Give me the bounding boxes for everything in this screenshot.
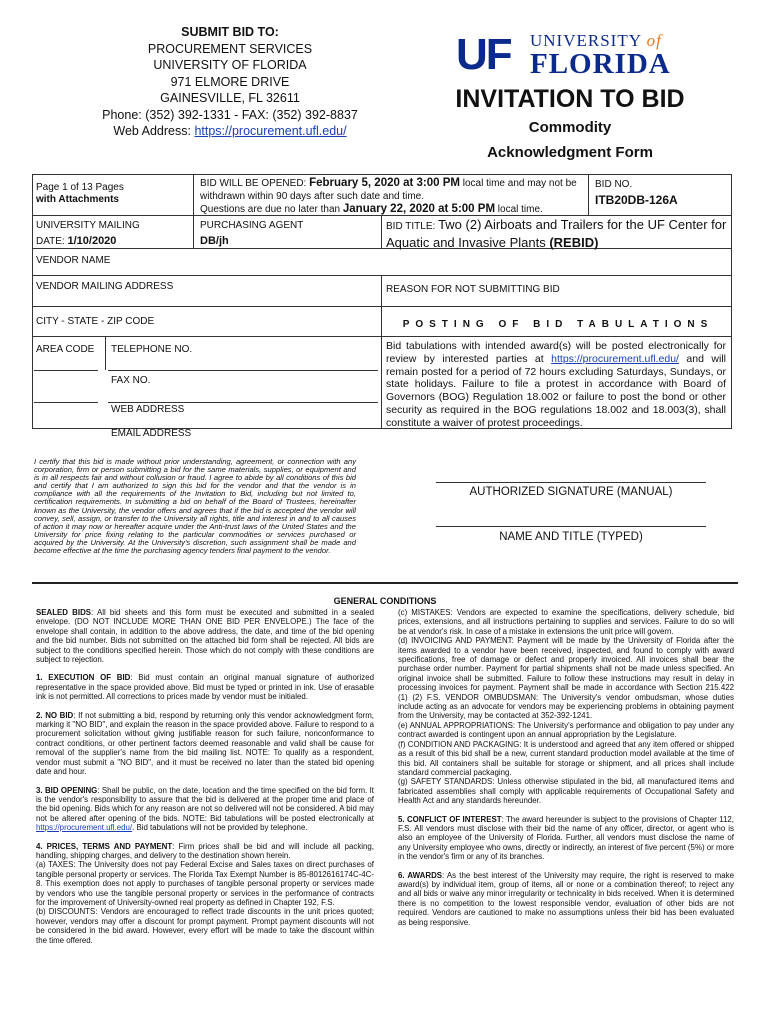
- tabulations-link[interactable]: https://procurement.ufl.edu/: [551, 352, 679, 365]
- uf-logo-mark: UF: [456, 30, 511, 79]
- certification-statement: I certify that this bid is made without prior understanding, agreement, or connection with any corporation, firm or person submitting a bid for the same materials, supplies, or equipment and is in all respects fair and without collusion or fraud. I agree to abide by all conditions of this bid and certify that I am authorized to sign this bid for the vendor and that the vendor is in compliance with all the requirements of the Invitation to Bid, including but not limited to, certification requirements. In submitting a bid on behalf of the Board of Trustees, hereinafter known as the University, the vendor offers and agrees that if the bid is accepted the vendor will convey, sell, assign, or transfer to the University all rights, title and interest in and to all causes of action it may now or hereafter acquire under the Anti-trust laws of the United States and the University for price fixing relating to the particular commodities or services purchased or acquired by the University. At the University's discretion, such assignment shall be made and become effective at the time the purchasing agency tenders final payment to the vendor.: [34, 457, 356, 556]
- name-title-label: NAME AND TITLE (TYPED): [499, 531, 643, 543]
- uf-logo-university: UNIVERSITY of: [530, 31, 662, 50]
- name-title-line[interactable]: [436, 526, 706, 527]
- phone-fax: Phone: (352) 392-1331 - FAX: (352) 392-8837: [102, 107, 358, 122]
- page-title: INVITATION TO BID: [455, 85, 685, 113]
- uf-logo-florida: FLORIDA: [530, 48, 671, 80]
- submit-address-block: [60, 24, 400, 140]
- bid-title: BID TITLE: Two (2) Airboats and Trailers for the UF Center for Aquatic and Invasive Plants (REBID): [386, 217, 727, 250]
- mailing-date: UNIVERSITY MAILING DATE: 1/10/2020: [36, 220, 140, 247]
- posting-tabulations-text: Bid tabulations with intended award(s) will be posted electronically for review by interested parties at https://procurement.ufl.edu/ and will remain posted for a period of 72 hours excluding Saturdays, Sundays, or state holidays. Failure to file a protest in accordance with Board of Governors (BOG) Regulation 18.002 or failure to post the bond or other security as required in the BOG regulations 18.002 and 18.003(3), shall constitute a waiver of protest proceedings.: [386, 340, 726, 429]
- web-address-label: WEB ADDRESS: [111, 404, 185, 415]
- university-name: UNIVERSITY OF FLORIDA: [153, 58, 307, 72]
- reason-not-submitting-label: REASON FOR NOT SUBMITTING BID: [386, 284, 560, 295]
- bid-form-grid: [32, 174, 732, 454]
- procurement-link[interactable]: https://procurement.ufl.edu/: [194, 124, 347, 138]
- area-code-label: AREA CODE: [36, 344, 95, 355]
- bid-number: BID NO. ITB20DB-126A: [595, 179, 678, 207]
- gc-tabulations-link[interactable]: https://procurement.ufl.edu/: [36, 823, 133, 833]
- subtitle-ack-form: Acknowledgment Form: [487, 144, 653, 161]
- web-address: Web Address: https://procurement.ufl.edu/: [113, 124, 347, 138]
- dept-name: PROCUREMENT SERVICES: [147, 41, 313, 56]
- email-address-label: EMAIL ADDRESS: [111, 428, 192, 439]
- bid-opening-info: BID WILL BE OPENED: February 5, 2020 at 3:00 PM local time and may not be withdrawn within 90 days after such date and time. Questions are due no later than January 22, 2020 at 5:00 PM local time.: [200, 177, 577, 215]
- telephone-label: TELEPHONE NO.: [111, 344, 193, 355]
- vendor-mailing-label: VENDOR MAILING ADDRESS: [36, 281, 174, 292]
- street-address: 971 ELMORE DRIVE: [170, 74, 290, 89]
- signature-manual-label: AUTHORIZED SIGNATURE (MANUAL): [469, 486, 673, 498]
- section-divider: [32, 582, 738, 584]
- general-conditions-left-column: SEALED BIDS: All bid sheets and this form must be executed and submitted in a sealed envelope. (DO NOT INCLUDE MORE THAN ONE BID PER ENVELOPE.) The face of the envelope shall contain, in addition to the above address, the date, and time of the bid opening and the bid number. Bids not submitted on the attached bid form shall be rejected. All bids are subject to the conditions specified herein. Those which do not comply with these conditions are subject to rejection. 1. EXECUTION OF BID: Bid must contain an original manual signature of authorized representative in the space provided above. Bid must be typed or printed in ink. Use of erasable ink is not permitted. All corrections to prices made by vendor must be initialed. 2. NO BID: If not submitting a bid, respond by returning only this vendor acknowledgment form, marking it "NO BID", and explain the reason in the space provided above. Failure to respond to a procurement solicitation without giving justifiable reason for such failure, nonconformance to contract conditions, or other pertinent factors deemed reasonable and valid shall be cause for removal of the supplier's name from the bid mailing list. NOTE: To qualify as a respondent, vendor must submit a "NO BID", and it must be received no later than the stated bid opening date and hour. 3. BID OPENING: Shall be public, on the date, location and the time specified on the bid form. It is the vendor's responsibility to assure that the bid is delivered at the proper time and place of the bid opening. Bids which for any reason are not so delivered will not be considered. A bid may not be altered after opening of the bids. NOTE: Bid tabulations will be posted electronically at https://procurement.ufl.edu/. Bid tabulations will not be provided by telephone. 4. PRICES, TERMS AND PAYMENT: Firm prices shall be bid and will include all packing, handling, shipping charges, and delivery to the destination shown herein. (a) TAXES: The University does not pay Federal Excise and Sales taxes on direct purchases of tangible personal property or services. The Florida Tax Exempt Number is 85-8012616174C-4C-8. This exemption does not apply to purchases of tangible personal property or services made by vendors who use the tangible personal property or services in the performance of contracts for the improvement of University-owned real property as defined in Chapter 192, F.S. (b) DISCOUNTS: Vendors are encouraged to reflect trade discounts in the unit prices quoted; however, vendors may offer a discount for prompt payment. Prompt payment discounts will not be considered in the bid award. However, every effort will be made to take the discount within the time offered.: [36, 608, 374, 945]
- submit-to-label: SUBMIT BID TO:: [181, 25, 279, 39]
- general-conditions-title: GENERAL CONDITIONS: [333, 596, 437, 606]
- fax-label: FAX NO.: [111, 375, 151, 386]
- purchasing-agent: PURCHASING AGENT DB/jh: [200, 220, 304, 247]
- signature-line[interactable]: [436, 482, 706, 483]
- page-count: Page 1 of 13 Pages with Attachments: [36, 182, 124, 205]
- vendor-name-label: VENDOR NAME: [36, 255, 111, 266]
- city-address: GAINESVILLE, FL 32611: [160, 91, 300, 105]
- posting-tabulations-heading: POSTING OF BID TABULATIONS: [402, 319, 714, 330]
- city-state-zip-label: CITY - STATE - ZIP CODE: [36, 316, 155, 327]
- uf-logo: [456, 30, 688, 80]
- subtitle-commodity: Commodity: [528, 119, 612, 136]
- general-conditions-right-column: (c) MISTAKES: Vendors are expected to examine the specifications, delivery schedule, bid prices, extensions, and all instructions pertaining to supplies and services. Failure to do so will be at vendor's risk. In case of a mistake in extensions the unit price will govern. (d) INVOICING AND PAYMENT: Payment will be made by the University of Florida after the items awarded to a vendor have been received, inspected, and found to comply with award specifications, free of damage or defect and properly invoiced. All invoices shall bear the purchase order number. Payment for partial shipments shall not be made unless specified. An original invoice shall be submitted. Failure to follow these instructions may result in delay in processing invoices for payment. Payment shall be made in accordance with Section 215.422 (1) (2) F.S. VENDOR OMBUDSMAN: The University's vendor ombudsman, whose duties include acting as an advocate for vendors may be experiencing problems in obtaining payment from the University, may be contacted at 352-392-1241. (e) ANNUAL APPROPRIATIONS: The University's performance and obligation to pay under any contract awarded is contingent upon an annual appropriation by the Legislature. (f) CONDITION AND PACKAGING: It is understood and agreed that any item offered or shipped as a result of this bid shall be a new, current standard production model available at the time of this bid. All containers shall be suitable for storage or shipment, and all prices shall include standard commercial packaging. (g) SAFETY STANDARDS: Unless otherwise stipulated in the bid, all manufactured items and fabricated assemblies shall comply with applicable requirements of Occupational Safety and Health Act and any standards hereunder. 5. CONFLICT OF INTEREST: The award hereunder is subject to the provisions of Chapter 112, F.S. All vendors must disclose with their bid the name of any officer, director, or agent who is also an employee of the University of Florida. Further, all vendors must disclose the name of any University employee who owns, directly or indirectly, an interest of five percent (5%) or more in the vendor's firm or any of its branches. 6. AWARDS: As the best interest of the University may require, the right is reserved to make award(s) by individual item, group of items, all or none or a combination thereof; to reject any and all bids or waive any minor irregularity or technicality in bids received. When it is determined there is no competition to the lowest responsible vendor, evaluation of other bids are not required. Vendors are cautioned to make no assumptions unless their bid has been evaluated as being responsive.: [398, 608, 734, 927]
